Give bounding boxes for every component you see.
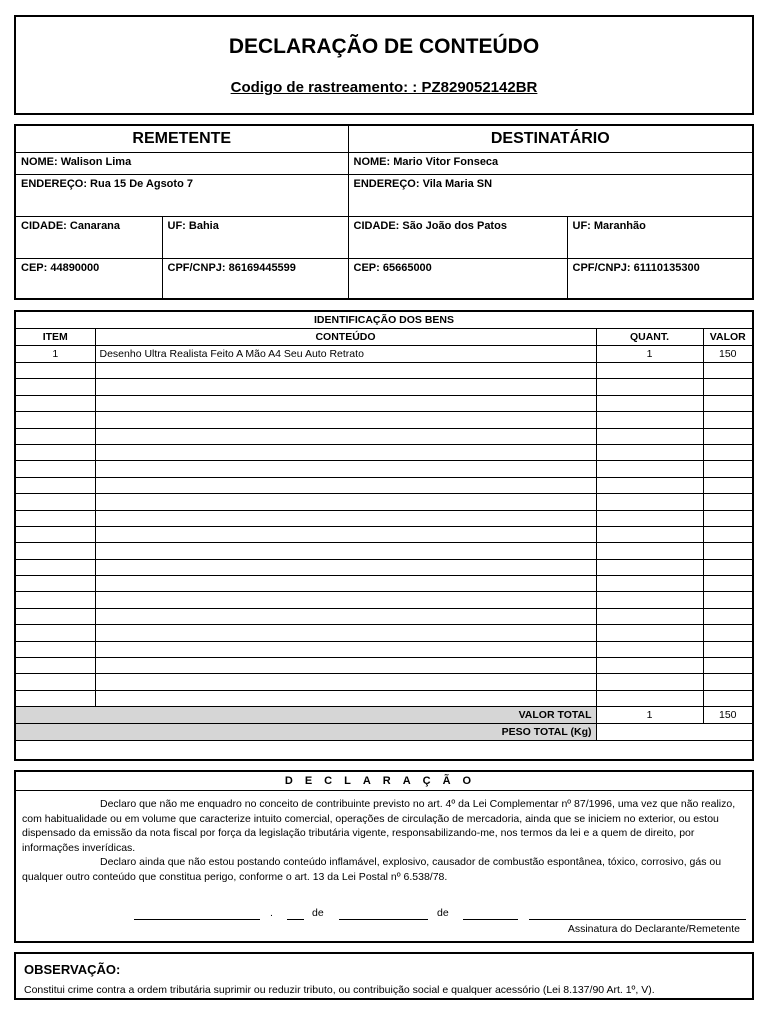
empty-cell — [596, 379, 703, 395]
empty-cell — [703, 625, 752, 641]
recipient-city: CIDADE: São João dos Patos — [348, 216, 567, 258]
empty-row — [16, 510, 752, 526]
empty-cell — [596, 461, 703, 477]
empty-cell — [95, 559, 596, 575]
empty-cell — [95, 641, 596, 657]
goods-section — [14, 310, 754, 761]
empty-row — [16, 658, 752, 674]
declaration-text — [16, 791, 752, 884]
goods-title: IDENTIFICAÇÃO DOS BENS — [16, 312, 752, 329]
empty-cell — [703, 592, 752, 608]
empty-cell — [703, 690, 752, 706]
empty-cell — [596, 526, 703, 542]
signature-caption: Assinatura do Declarante/Remetente — [567, 923, 740, 935]
col-header-item: ITEM — [16, 329, 95, 346]
empty-row — [16, 526, 752, 542]
declaration-title: DECLARAÇÃO — [16, 772, 752, 791]
empty-cell — [16, 674, 95, 690]
empty-cell — [95, 510, 596, 526]
col-header-value: VALOR — [703, 329, 752, 346]
empty-cell — [16, 690, 95, 706]
empty-cell — [596, 510, 703, 526]
sender-cep: CEP: 44890000 — [16, 258, 162, 300]
sig-de-2: de — [437, 907, 449, 919]
tracking-code: Codigo de rastreamento: : PZ829052142BR — [230, 79, 538, 96]
empty-cell — [703, 526, 752, 542]
empty-cell — [16, 444, 95, 460]
month-blank[interactable] — [339, 919, 428, 920]
recipient-address: ENDEREÇO: Vila Maria SN — [348, 174, 752, 216]
empty-cell — [95, 658, 596, 674]
empty-cell — [703, 412, 752, 428]
observation-section — [14, 952, 754, 1000]
empty-cell — [703, 641, 752, 657]
empty-row — [16, 674, 752, 690]
empty-cell — [596, 412, 703, 428]
empty-cell — [596, 625, 703, 641]
sender-address: ENDEREÇO: Rua 15 De Agsoto 7 — [16, 174, 348, 216]
empty-cell — [703, 658, 752, 674]
empty-cell — [95, 477, 596, 493]
sender-heading: REMETENTE — [16, 126, 348, 152]
recipient-heading: DESTINATÁRIO — [348, 126, 752, 152]
empty-cell — [596, 690, 703, 706]
empty-row — [16, 592, 752, 608]
empty-cell — [596, 559, 703, 575]
sender-cpf: CPF/CNPJ: 86169445599 — [162, 258, 348, 300]
empty-cell — [596, 592, 703, 608]
recipient-uf: UF: Maranhão — [567, 216, 752, 258]
declaration-paragraph-1: Declaro que não me enquadro no conceito de contribuinte previsto no art. 4º da Lei Complementar nº 87/1996, uma vez que não realizo, com habitualidade ou em volume que caracterize intuito comercial, operações de circulação de mercadoria, ainda que se iniciem no exterior, ou estou dispensado da emissão da nota fiscal por força da legislação tributária vigente, responsabilizando-me, nos termos da lei e a quem de direito, por informações inverídicas. — [22, 798, 736, 854]
empty-cell — [596, 444, 703, 460]
empty-cell — [95, 608, 596, 624]
empty-cell — [703, 444, 752, 460]
empty-cell — [16, 412, 95, 428]
empty-row — [16, 641, 752, 657]
day-blank[interactable] — [287, 919, 304, 920]
empty-cell — [16, 559, 95, 575]
empty-row — [16, 494, 752, 510]
declaration-paragraph-2: Declaro ainda que não estou postando conteúdo inflamável, explosivo, causador de combustão espontânea, tóxico, corrosivo, gás ou qualquer outro conteúdo que constitua perigo, conforme o art. 13 da Lei Postal nº 6.538/78. — [22, 856, 722, 883]
total-weight-label: PESO TOTAL (Kg) — [16, 724, 596, 741]
empty-cell — [95, 625, 596, 641]
empty-cell — [16, 576, 95, 592]
sender-uf: UF: Bahia — [162, 216, 348, 258]
empty-row — [16, 477, 752, 493]
empty-row — [16, 412, 752, 428]
empty-cell — [95, 363, 596, 379]
empty-row — [16, 428, 752, 444]
item-number: 1 — [16, 346, 95, 363]
sender-name: NOME: Walison Lima — [16, 152, 348, 174]
empty-cell — [95, 674, 596, 690]
empty-cell — [16, 510, 95, 526]
empty-cell — [596, 608, 703, 624]
document-title: DECLARAÇÃO DE CONTEÚDO — [228, 35, 540, 58]
empty-cell — [16, 625, 95, 641]
total-weight-value — [596, 724, 752, 741]
item-content: Desenho Ultra Realista Feito A Mão A4 Seu Auto Retrato — [95, 346, 596, 363]
document-header — [14, 15, 754, 115]
empty-cell — [16, 592, 95, 608]
total-value: 150 — [703, 707, 752, 724]
empty-row — [16, 379, 752, 395]
signature-blank[interactable] — [529, 919, 746, 920]
recipient-cpf: CPF/CNPJ: 61110135300 — [567, 258, 752, 300]
empty-cell — [95, 412, 596, 428]
empty-cell — [596, 641, 703, 657]
empty-cell — [16, 477, 95, 493]
empty-cell — [703, 428, 752, 444]
empty-cell — [95, 379, 596, 395]
empty-cell — [596, 395, 703, 411]
empty-cell — [16, 379, 95, 395]
year-blank[interactable] — [463, 919, 518, 920]
empty-cell — [95, 428, 596, 444]
empty-row — [16, 559, 752, 575]
empty-cell — [16, 494, 95, 510]
empty-cell — [16, 543, 95, 559]
sig-dot: . — [270, 907, 273, 919]
empty-row — [16, 461, 752, 477]
recipient-name: NOME: Mario Vitor Fonseca — [348, 152, 752, 174]
empty-cell — [16, 526, 95, 542]
empty-cell — [95, 576, 596, 592]
empty-row — [16, 625, 752, 641]
empty-cell — [596, 658, 703, 674]
sig-de-1: de — [312, 907, 324, 919]
empty-cell — [703, 395, 752, 411]
empty-row — [16, 690, 752, 706]
empty-cell — [596, 428, 703, 444]
empty-cell — [703, 461, 752, 477]
observation-title: OBSERVAÇÃO: — [24, 962, 121, 977]
total-quantity: 1 — [596, 707, 703, 724]
item-quantity: 1 — [596, 346, 703, 363]
empty-row — [16, 576, 752, 592]
declaration-section — [14, 770, 754, 943]
empty-cell — [703, 608, 752, 624]
empty-cell — [703, 543, 752, 559]
empty-row — [16, 543, 752, 559]
empty-cell — [703, 576, 752, 592]
empty-row — [16, 608, 752, 624]
empty-cell — [16, 641, 95, 657]
empty-cell — [596, 576, 703, 592]
empty-cell — [596, 543, 703, 559]
empty-cell — [703, 363, 752, 379]
empty-cell — [596, 494, 703, 510]
item-value: 150 — [703, 346, 752, 363]
empty-cell — [703, 559, 752, 575]
empty-row — [16, 363, 752, 379]
empty-cell — [16, 363, 95, 379]
empty-cell — [95, 395, 596, 411]
empty-cell — [16, 608, 95, 624]
empty-cell — [596, 674, 703, 690]
empty-cell — [16, 658, 95, 674]
empty-cell — [95, 494, 596, 510]
empty-cell — [703, 510, 752, 526]
empty-cell — [703, 674, 752, 690]
empty-cell — [95, 526, 596, 542]
empty-row — [16, 395, 752, 411]
total-value-label: VALOR TOTAL — [16, 707, 596, 724]
empty-cell — [596, 363, 703, 379]
empty-row — [16, 444, 752, 460]
col-header-content: CONTEÚDO — [95, 329, 596, 346]
table-row — [16, 346, 752, 363]
empty-cell — [703, 494, 752, 510]
col-header-quantity: QUANT. — [596, 329, 703, 346]
sender-city: CIDADE: Canarana — [16, 216, 162, 258]
empty-cell — [16, 428, 95, 444]
empty-cell — [16, 395, 95, 411]
empty-cell — [95, 461, 596, 477]
tracking-code-line — [16, 79, 752, 96]
empty-cell — [703, 379, 752, 395]
empty-cell — [703, 477, 752, 493]
empty-cell — [95, 592, 596, 608]
empty-cell — [95, 444, 596, 460]
empty-cell — [16, 461, 95, 477]
empty-cell — [95, 543, 596, 559]
observation-text: Constitui crime contra a ordem tributária suprimir ou reduzir tributo, ou contribuição social e qualquer acessório (Lei 8.137/90 Art. 1º, V). — [24, 984, 655, 996]
parties-section — [14, 124, 754, 300]
empty-cell — [596, 477, 703, 493]
empty-cell — [95, 690, 596, 706]
recipient-cep: CEP: 65665000 — [348, 258, 567, 300]
place-blank[interactable] — [134, 919, 260, 920]
